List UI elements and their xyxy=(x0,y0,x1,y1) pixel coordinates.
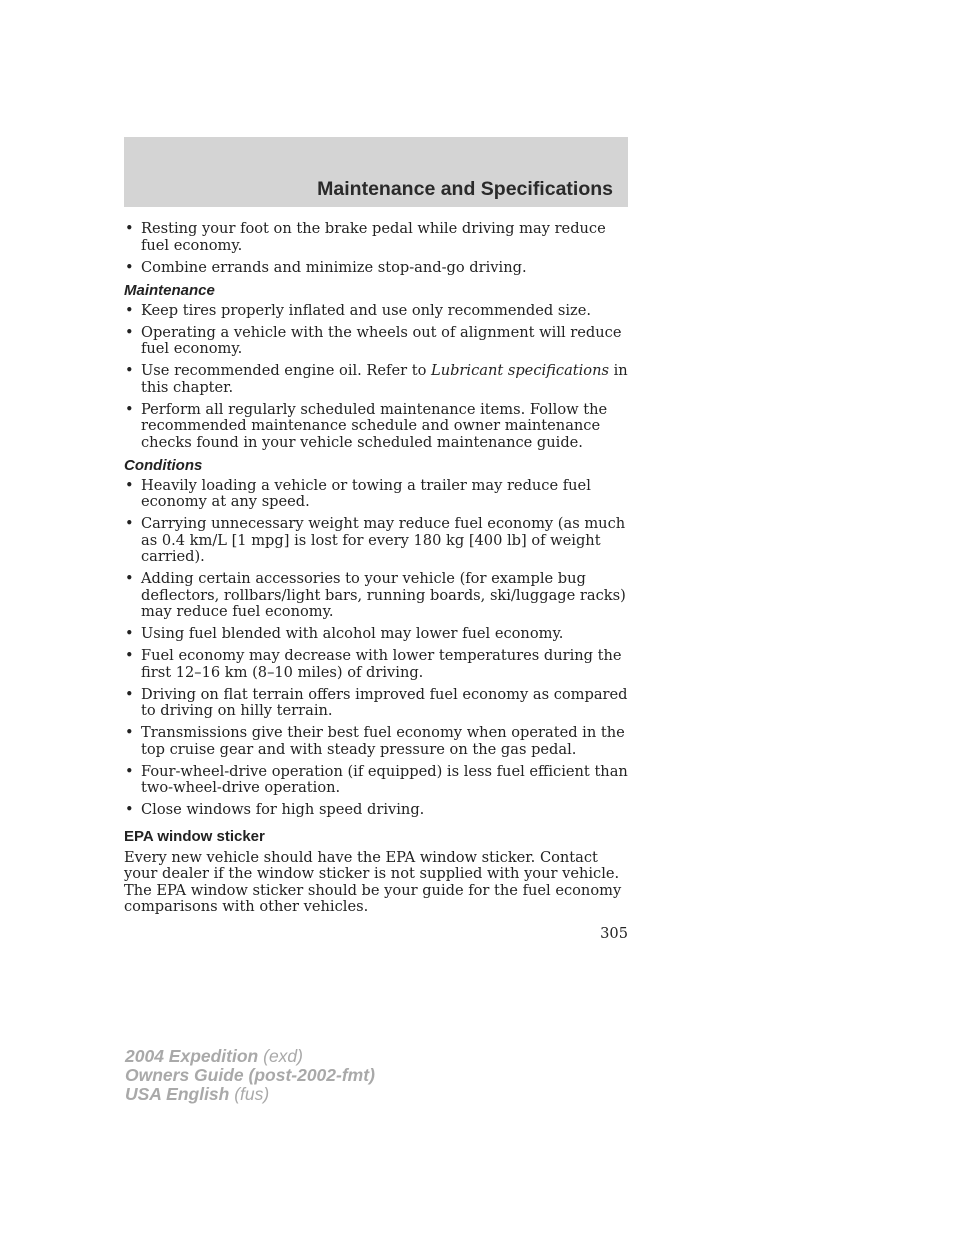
page-content xyxy=(124,221,628,916)
list-item-oil xyxy=(124,363,628,396)
page-number: 305 xyxy=(600,925,628,942)
footer-model-code: (exd) xyxy=(258,1046,303,1066)
footer-model: 2004 Expedition xyxy=(125,1046,259,1066)
intro-bullet-list xyxy=(124,221,628,276)
lubricant-specifications-reference: Lubricant specifications xyxy=(431,362,609,379)
list-item: • Carrying unnecessary weight may reduce fuel economy (as much as 0.4 km/L [1 mpg] is lost for every 180 kg [400 lb] of weight carried). xyxy=(124,516,628,566)
footer-language: USA English xyxy=(125,1084,230,1104)
section-header-band xyxy=(124,137,628,207)
list-item: • Driving on flat terrain offers improved fuel economy as compared to driving on hilly terrain. xyxy=(124,687,628,720)
conditions-heading: Conditions xyxy=(124,456,203,474)
list-item: • Adding certain accessories to your vehicle (for example bug deflectors, rollbars/light bars, running boards, ski/luggage racks) may reduce fuel economy. xyxy=(124,571,628,621)
maintenance-heading: Maintenance xyxy=(124,281,215,299)
list-item: • Transmissions give their best fuel economy when operated in the top cruise gear and with steady pressure on the gas pedal. xyxy=(124,725,628,758)
list-item: • Heavily loading a vehicle or towing a trailer may reduce fuel economy at any speed. xyxy=(124,478,628,511)
oil-text-after: in this chapter. xyxy=(141,362,628,396)
conditions-bullet-list xyxy=(124,478,628,819)
list-item: • Using fuel blended with alcohol may lower fuel economy. xyxy=(124,626,628,643)
footer-line-guide xyxy=(125,1066,375,1085)
list-item: • Close windows for high speed driving. xyxy=(124,802,628,819)
footer-guide: Owners Guide (post-2002-fmt) xyxy=(125,1065,375,1085)
list-item: • Resting your foot on the brake pedal while driving may reduce fuel economy. xyxy=(124,221,628,254)
footer-line-model xyxy=(125,1047,375,1066)
oil-text-before: Use recommended engine oil. Refer to xyxy=(141,362,431,379)
list-item: • Perform all regularly scheduled maintenance items. Follow the recommended maintenance schedule and owner maintenance checks found in your vehicle scheduled maintenance guide. xyxy=(124,402,628,452)
list-item: • Four-wheel-drive operation (if equipped) is less fuel efficient than two-wheel-drive operation. xyxy=(124,764,628,797)
list-item: • Operating a vehicle with the wheels out of alignment will reduce fuel economy. xyxy=(124,325,628,358)
list-item: • Combine errands and minimize stop-and-go driving. xyxy=(124,260,628,277)
maintenance-bullet-list xyxy=(124,303,628,452)
epa-window-sticker-heading: EPA window sticker xyxy=(124,827,265,845)
list-item: • Fuel economy may decrease with lower temperatures during the first 12–16 km (8–10 miles) of driving. xyxy=(124,648,628,681)
list-item: • Keep tires properly inflated and use only recommended size. xyxy=(124,303,628,320)
footer-language-code: (fus) xyxy=(229,1084,270,1104)
footer-line-language xyxy=(125,1085,375,1104)
section-title: Maintenance and Specifications xyxy=(317,178,613,200)
epa-paragraph: Every new vehicle should have the EPA window sticker. Contact your dealer if the window sticker is not supplied with your vehicle. The EPA window sticker should be your guide for the fuel economy comparisons with other vehicles. xyxy=(124,848,622,915)
document-footer xyxy=(125,1047,375,1104)
